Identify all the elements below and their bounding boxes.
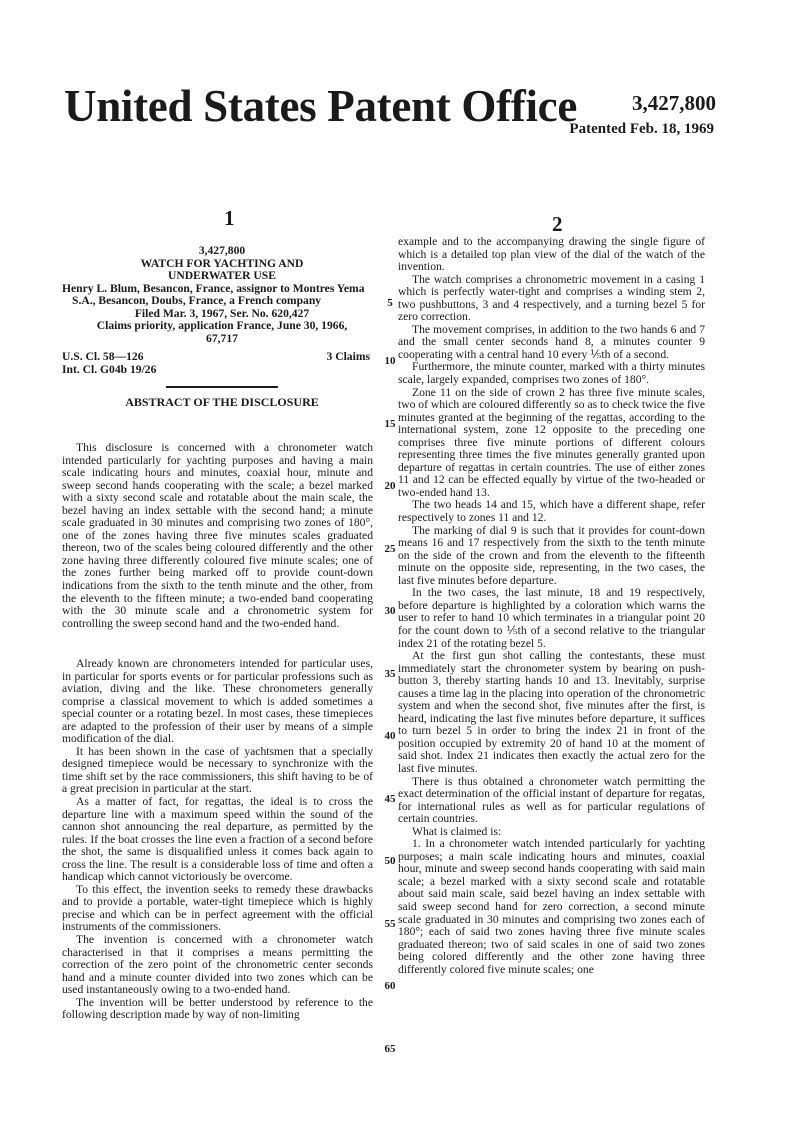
line-number: 65	[384, 1043, 396, 1055]
priority-claim-line-1: Claims priority, application France, June 30, 1966,	[96, 319, 348, 332]
invention-title-line-2: UNDERWATER USE	[168, 269, 276, 282]
column-number-2: 2	[552, 212, 563, 236]
office-title: United States Patent Office	[64, 81, 578, 131]
divider-rule	[166, 386, 278, 388]
line-number: 25	[384, 543, 396, 555]
line-number: 35	[384, 668, 396, 680]
paragraph: The invention is concerned with a chronometer watch characterised in that it comprises a means permitting the correction of the zero point of the chronometric center seconds hand and a minute counter divided into two zones which can be used instantaneously owing to a two-ended hand.	[62, 933, 373, 997]
line-number: 60	[384, 980, 396, 992]
int-classification-label: Int. Cl. G04b	[62, 362, 128, 376]
paragraph: The watch comprises a chronometric movement in a casing 1 which is perfectly water-tight and comprises a winding stem 2, two pushbuttons, 3 and 4 respectively, and a turning bezel 5 for zero correction.	[398, 272, 705, 324]
paragraph: At the first gun shot calling the contestants, these must immediately start the chronometer system by bearing on push-button 3, thereby starting hands 10 and 13. Inevitably, surprise causes a time lag in the placing into operation of the chronometric system and when the second shot, five minutes after the first, is heard, indicating the last five minutes before departure, it suffices to turn bezel 5 in order to bring the index 21 in front of the position occupied by extremity 20 of hand 10 at the moment of said shot. Index 21 indicates then exactly the actual zero for the last five minutes.	[398, 649, 705, 775]
column-number-1: 1	[224, 206, 235, 230]
line-number: 15	[384, 418, 396, 430]
claims-count: 3 Claims	[326, 350, 370, 363]
paragraph: The marking of dial 9 is such that it provides for count-down means 16 and 17 respectively from the sixth to the tenth minute on the side of the crown and from the eleventh to the fifteenth minute on the opposite side, representing, in the two cases, the last five minutes before departure.	[398, 523, 705, 587]
filing-info: Filed Mar. 3, 1967, Ser. No. 620,427	[134, 306, 310, 320]
line-number: 5	[387, 297, 393, 309]
paragraph: Already known are chronometers intended for particular uses, in particular for sports events or for particular professions such as aviation, diving and the like. These chronometers generally comprise a classical movement to which is added sometimes a special counter or a rotating bezel. In most cases, these timepieces are adapted to the profession of their user by means of a simple modification of the dial.	[62, 657, 373, 746]
line-number: 45	[384, 793, 396, 805]
line-number: 20	[384, 480, 396, 492]
patented-date: Patented Feb. 18, 1969	[569, 121, 714, 137]
inventor-assignee: Henry L. Blum, Besancon, France, assignor to Montres Yema S.A., Besancon, Doubs, France, a French company	[62, 281, 365, 307]
paragraph: The two heads 14 and 15, which have a different shape, refer respectively to zones 11 and 12.	[398, 498, 705, 525]
paragraph: In the two cases, the last minute, 18 and 19 respectively, before departure is highlighted by a coloration which warns the user to refer to hand 10 which terminates in a triangular point 20 for the count down to ⅕th of a second relative to the triangular index 21 of the rotating bezel 5.	[398, 586, 705, 650]
paragraph: Zone 11 on the side of crown 2 has three five minute scales, two of which are coloured differently so as to check twice the five minutes granted at the beginning of the regattas, according to the international system, zone 12 opposite to the preceding one comprises three five minute portions of different colours representing three times the five minutes generally granted upon departure of regattas in certain countries. The use of either zones 11 and 12 can be effected equally by virtue of the two-headed or two-ended hand 13.	[398, 385, 705, 499]
abstract-heading: ABSTRACT OF THE DISCLOSURE	[125, 395, 319, 409]
patent-number: 3,427,800	[632, 91, 716, 115]
line-number: 55	[384, 918, 396, 930]
paragraph: The invention will be better understood by reference to the following description made by way of non-limiting	[62, 995, 373, 1022]
line-number: 10	[384, 355, 396, 367]
int-classification	[62, 364, 382, 377]
paragraph: As a matter of fact, for regattas, the ideal is to cross the departure line with a maximum speed within the sound of the cannon shot announcing the real departure, as permitted by the rules. If the boat crosses the line even a fraction of a second before the shot, the same is disqualified unless it comes back again to cross the line. The result is a considerable loss of time and often a handicap which cannot victoriously be overcome.	[62, 795, 373, 884]
claim-1: 1. In a chronometer watch intended particularly for yachting purposes; a main scale indicating hours and minutes, coaxial hour, minute and sweep second hands cooperating with said main scale; a bezel marked with a sixty second scale and rotatable about said main scale, said bezel having an index settable with said sweep second hand for zero correction, a second minute scale graduated in 30 minutes and comprising two zones each of 180°; each of said two zones having three five minute scales graduated thereon; two of said scales in one of said two zones being colored differently and the other zone having three differently colored five minute scales; one	[398, 837, 705, 976]
paragraph: To this effect, the invention seeks to remedy these drawbacks and to provide a portable, water-tight timepiece which is highly precise and which can be in perfect agreement with the official instruments of the commissioners.	[62, 882, 373, 934]
paragraph: Furthermore, the minute counter, marked with a thirty minutes scale, largely expanded, comprises two zones of 180°.	[398, 360, 705, 387]
abstract-paragraph: This disclosure is concerned with a chronometer watch intended particularly for yachting purposes and having a main scale indicating hours and minutes, coaxial hour, minute and sweep second hands cooperating with the scale; a bezel marked with a sixty second scale and rotatable about the main scale, the bezel having an index settable with the second hand; a minute scale graduated in 30 minutes and comprising two zones of 180°, one of the zones having three five minutes scales graduated thereon, two of the scales being coloured differently and the other zone having three differently coloured five minute scales; one of the zones further being marked off to provide count-down indications from the sixth to the tenth minute and the other, from the eleventh to the fifteen minute; a two-ended band cooperating with the 30 minute scale and a chronometric system for controlling the sweep second hand and the two-ended hand.	[62, 441, 373, 630]
bibliographic-header	[62, 245, 382, 413]
int-classification-code: 19/26	[129, 362, 157, 376]
us-classification: U.S. Cl. 58—126	[62, 350, 144, 363]
priority-claim-line-2: 67,717	[206, 331, 238, 345]
line-number: 30	[384, 605, 396, 617]
invention-title-line-1: WATCH FOR YACHTING AND	[140, 256, 304, 270]
paragraph: There is thus obtained a chronometer watch permitting the exact determination of the official instant of departure for regatas, for international rules as well as for particular regulations of certain countries.	[398, 774, 705, 826]
line-number: 40	[384, 730, 396, 742]
column-2-body	[398, 236, 705, 976]
claims-intro: What is claimed is:	[412, 824, 502, 838]
column-1-body	[62, 658, 373, 1022]
front-patent-number: 3,427,800	[198, 244, 246, 257]
line-number: 50	[384, 855, 396, 867]
paragraph: It has been shown in the case of yachtsmen that a specially designed timepiece would be necessary to synchronize with the time shift set by the race commissioners, this shift having to be of a great precision in particular at the start.	[62, 744, 373, 796]
abstract-text	[62, 442, 373, 630]
paragraph: example and to the accompanying drawing the single figure of which is a detailed top plan view of the dial of the watch of the invention.	[398, 235, 705, 274]
paragraph: The movement comprises, in addition to the two hands 6 and 7 and the small center seconds hand 8, a minutes counter 9 cooperating with a central hand 10 every ⅕th of a second.	[398, 322, 705, 361]
